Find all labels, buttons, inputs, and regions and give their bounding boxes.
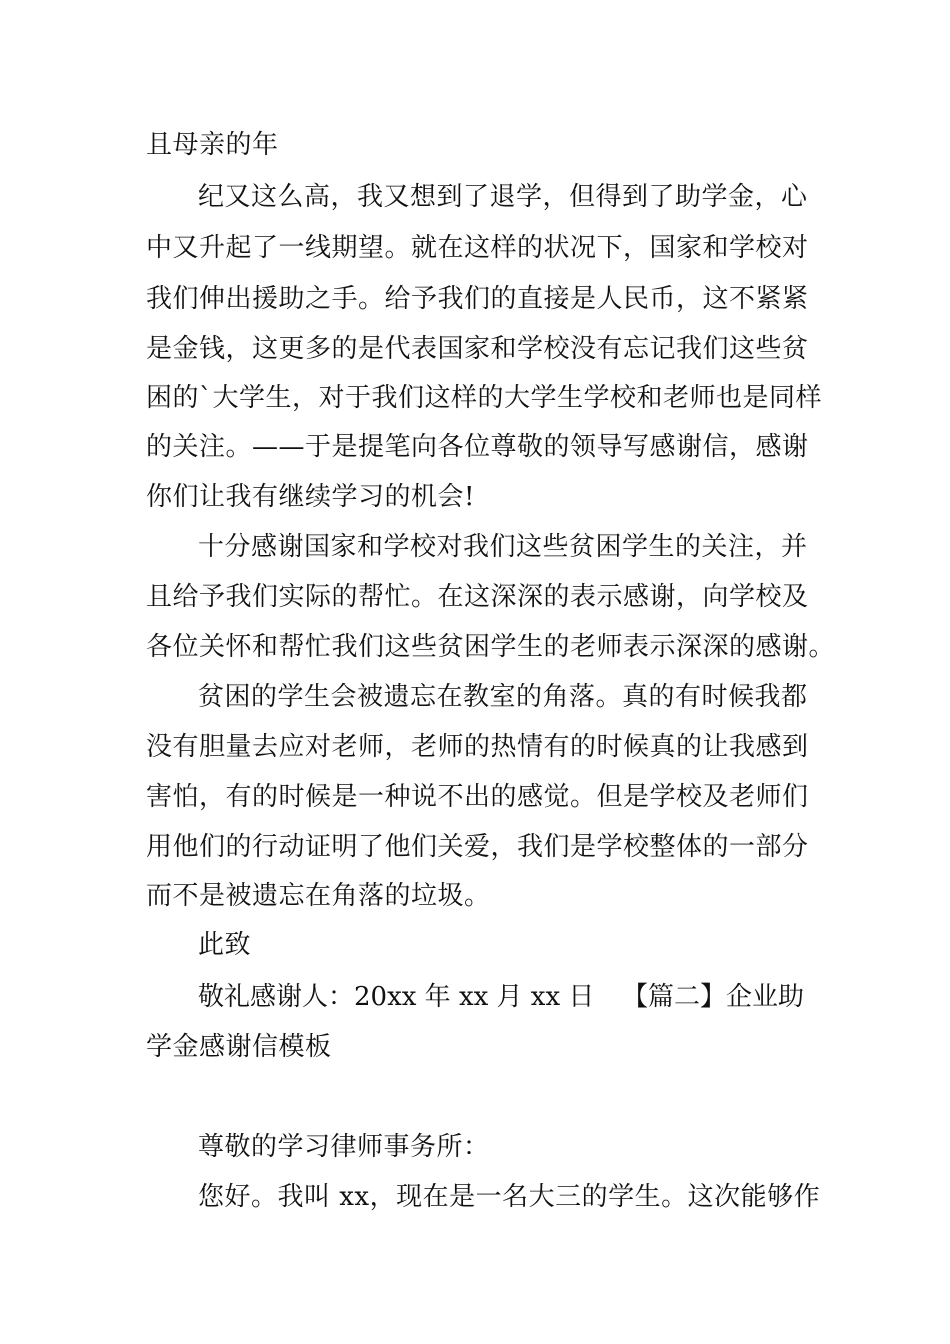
- section-heading-end: 学金感谢信模板: [146, 1032, 332, 1062]
- text-line: 你们让我有继续学习的机会!: [146, 482, 475, 512]
- text-line: 各位关怀和帮忙我们这些贫困学生的老师表示深深的感谢。: [146, 632, 836, 662]
- text-line: 害怕，有的时候是一种说不出的感觉。但是学校及老师们: [146, 782, 809, 812]
- text-line: 没有胆量去应对老师，老师的热情有的时候真的让我感到: [146, 732, 809, 762]
- text-line: 且母亲的年: [146, 130, 279, 160]
- paragraph-first-line: 贫困的学生会被遗忘在教室的角落。真的有时候我都: [198, 682, 808, 712]
- letter-salutation: 尊敬的学习律师事务所：: [198, 1132, 490, 1162]
- text-line: 中又升起了一线期望。就在这样的状况下，国家和学校对: [146, 233, 809, 263]
- signature-date: 敬礼感谢人：20xx 年 xx 月 xx 日: [198, 982, 595, 1012]
- paragraph-first-line: 十分感谢国家和学校对我们这些贫困学生的关注，并: [198, 532, 808, 562]
- text-line: 困的`大学生，对于我们这样的大学生学校和老师也是同样: [146, 383, 823, 413]
- closing-phrase: 此致: [198, 930, 252, 960]
- text-line: 且给予我们实际的帮忙。在这深深的表示感谢，向学校及: [146, 582, 809, 612]
- paragraph-first-line: 您好。我叫 xx，现在是一名大三的学生。这次能够作: [198, 1182, 821, 1212]
- text-line: 是金钱，这更多的是代表国家和学校没有忘记我们这些贫: [146, 334, 809, 364]
- text-line: 的关注。——于是提笔向各位尊敬的领导写感谢信，感谢: [146, 432, 809, 462]
- text-line: 用他们的行动证明了他们关爱，我们是学校整体的一部分: [146, 832, 809, 862]
- section-heading-start: 【篇二】企业助: [621, 982, 804, 1012]
- text-line: 我们伸出援助之手。给予我们的直接是人民币，这不紧紧: [146, 284, 809, 314]
- closing-row: [198, 982, 804, 1012]
- text-line: 而不是被遗忘在角落的垃圾。: [146, 881, 491, 911]
- paragraph-first-line: 纪又这么高，我又想到了退学，但得到了助学金，心: [198, 182, 808, 212]
